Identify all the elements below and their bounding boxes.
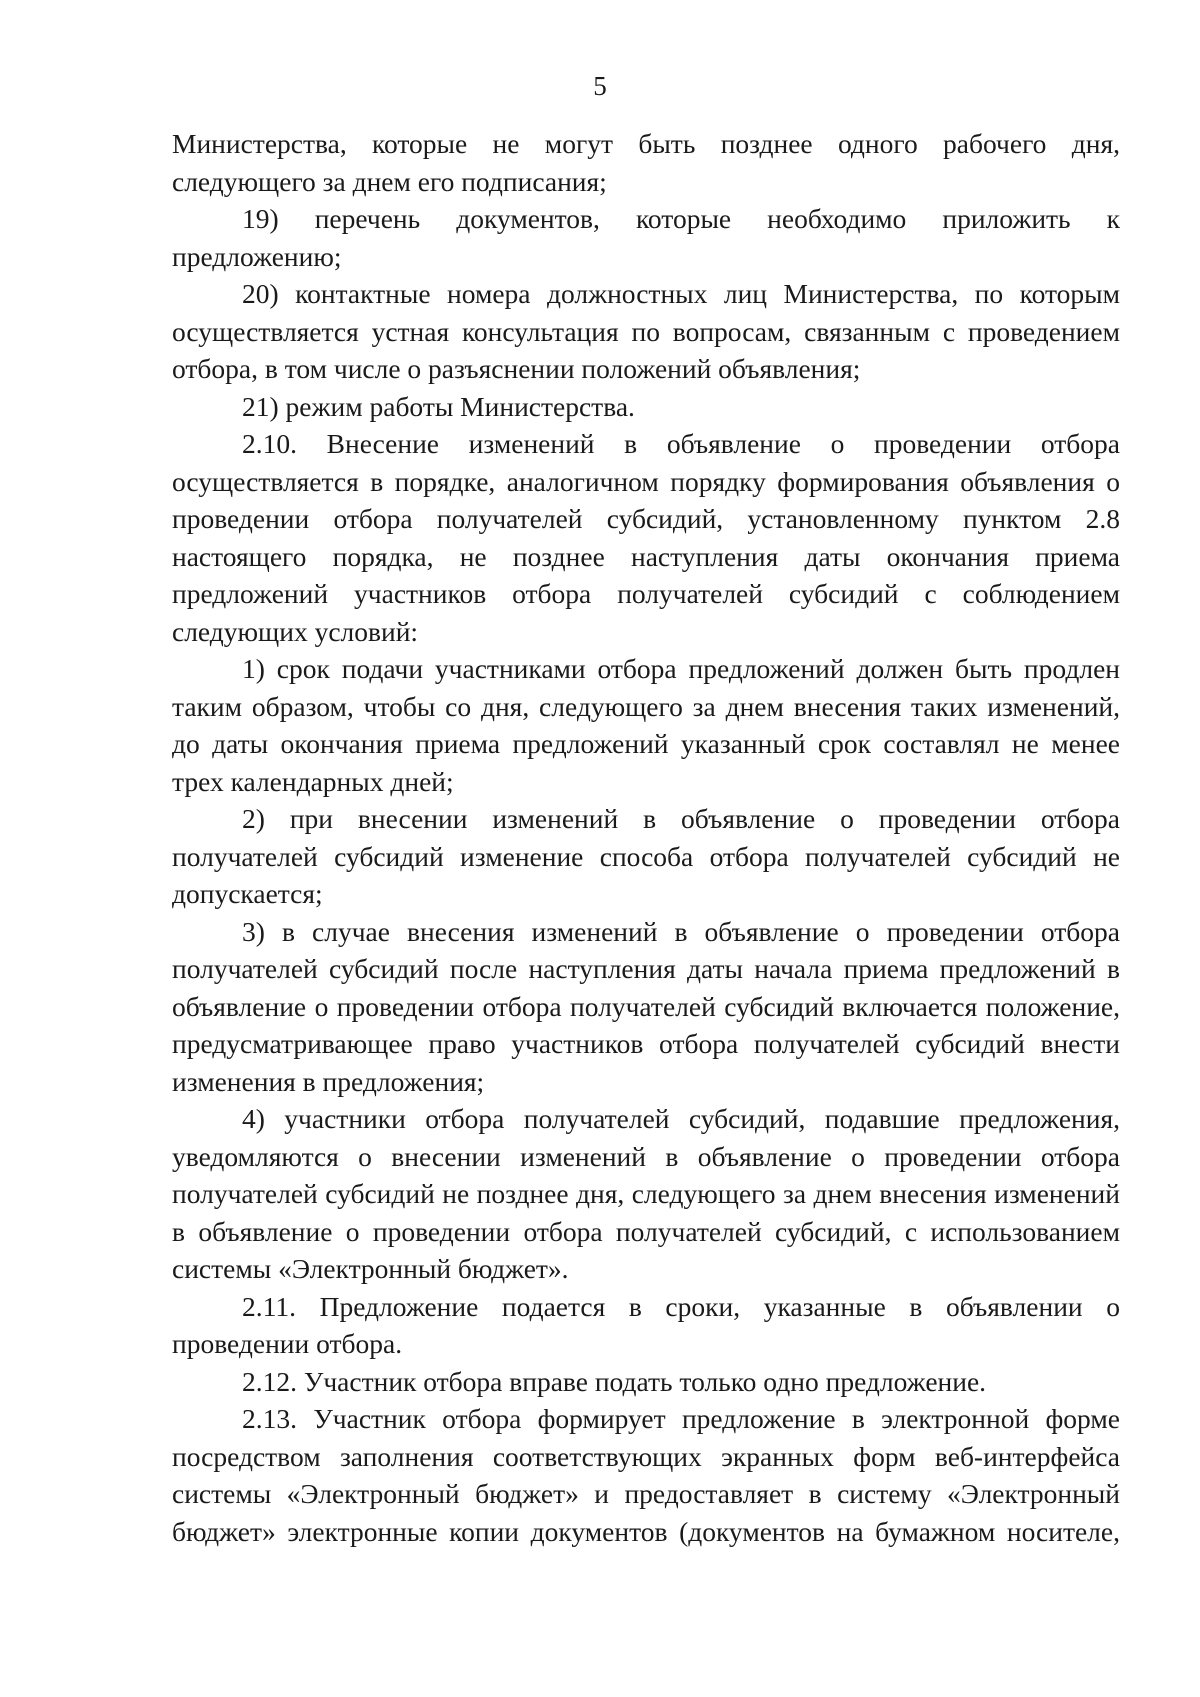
clause-2-12: 2.12. Участник отбора вправе подать только одно предложение.: [242, 1365, 987, 1397]
condition-item-1: 1) срок подачи участниками отбора предложений должен быть продлен таким образом, чтобы со дня, следующего за днем внесения таких изменений, до даты окончания приема предложений указанный срок составлял не менее трех календарных дней;: [172, 653, 1120, 797]
document-body: [172, 125, 1120, 1550]
list-item-20: 20) контактные номера должностных лиц Министерства, по которым осуществляется устная консультация по вопросам, связанным с проведением отбора, в том числе о разъяснении положений объявления;: [172, 278, 1120, 384]
condition-item-2: 2) при внесении изменений в объявление о проведении отбора получателей субсидий изменение способа отбора получателей субсидий не допускается;: [172, 803, 1120, 909]
clause-2-11: 2.11. Предложение подается в сроки, указанные в объявлении о проведении отбора.: [172, 1290, 1120, 1359]
paragraph-continuation: Министерства, которые не могут быть позднее одного рабочего дня, следующего за днем его подписания;: [172, 128, 1120, 197]
list-item-21: 21) режим работы Министерства.: [242, 390, 635, 422]
clause-2-13: 2.13. Участник отбора формирует предложение в электронной форме посредством заполнения соответствующих экранных форм веб-интерфейса системы «Электронный бюджет» и предоставляет в систему «Электронный бюджет» электронные копии документов (документов на бумажном носителе,: [172, 1403, 1120, 1547]
clause-2-10: 2.10. Внесение изменений в объявление о проведении отбора осуществляется в порядке, аналогичном порядку формирования объявления о проведении отбора получателей субсидий, установленному пунктом 2.8 настоящего порядка, не позднее наступления даты окончания приема предложений участников отбора получателей субсидий с соблюдением следующих условий:: [172, 428, 1120, 647]
page-number: 5: [593, 71, 607, 101]
condition-item-3: 3) в случае внесения изменений в объявление о проведении отбора получателей субсидий после наступления даты начала приема предложений в объявление о проведении отбора получателей субсидий включается положение, предусматривающее право участников отбора получателей субсидий внести изменения в предложения;: [172, 915, 1120, 1097]
list-item-19: 19) перечень документов, которые необходимо приложить к предложению;: [172, 203, 1120, 272]
condition-item-4: 4) участники отбора получателей субсидий, подавшие предложения, уведомляются о внесении изменений в объявление о проведении отбора получателей субсидий не позднее дня, следующего за днем внесения изменений в объявление о проведении отбора получателей субсидий, с использованием системы «Электронный бюджет».: [172, 1103, 1120, 1284]
